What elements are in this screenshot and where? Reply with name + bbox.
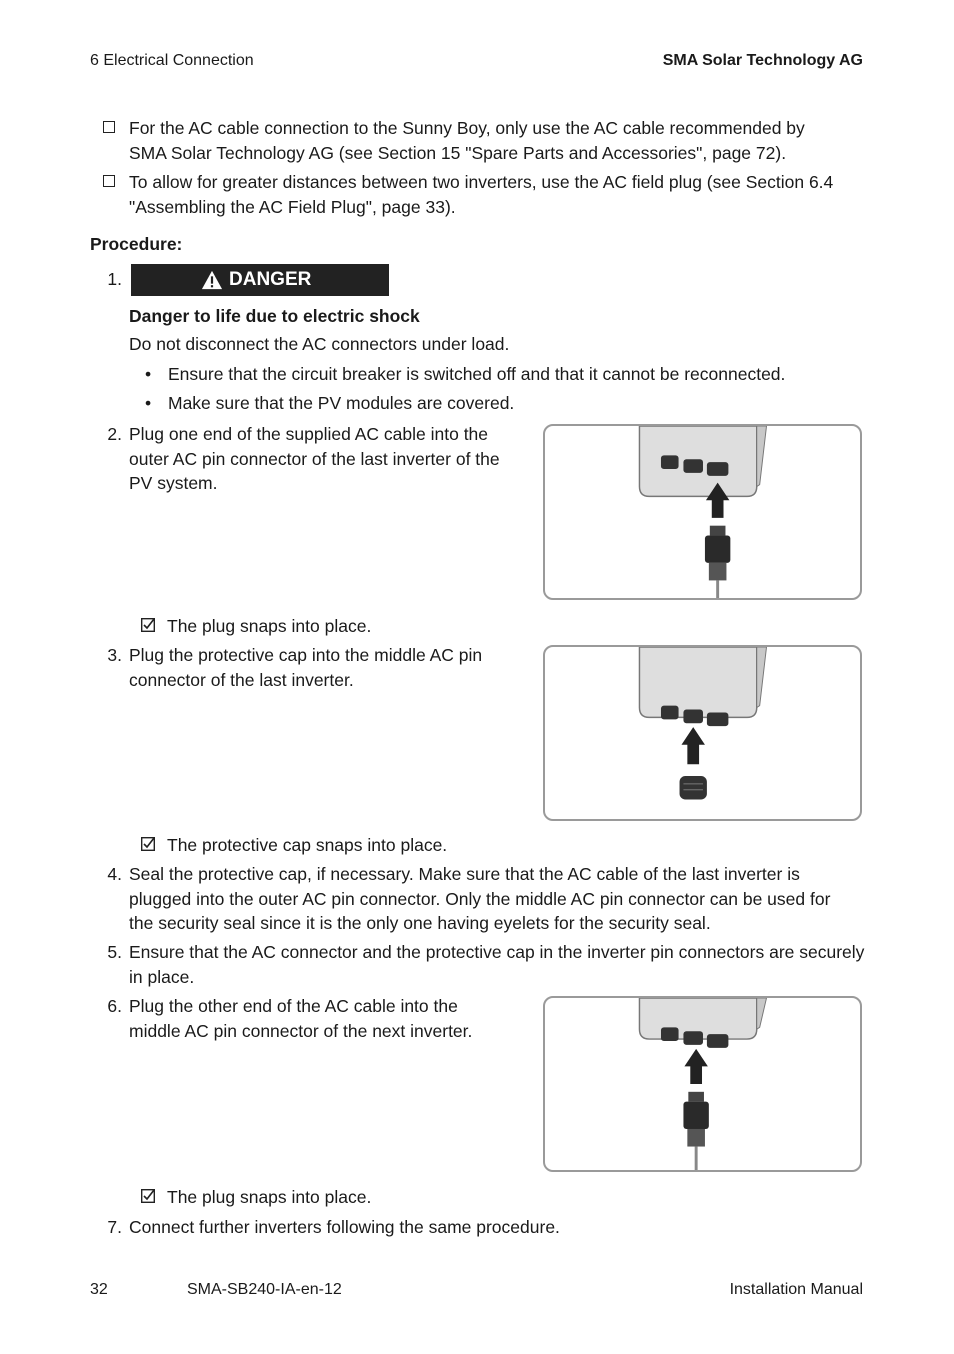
procedure-heading: Procedure: xyxy=(90,234,183,254)
page-number: 32 xyxy=(90,1281,108,1298)
step-text: Plug one end of the supplied AC cable into the outer AC pin connector of the last inverter of the PV system. xyxy=(129,424,500,493)
step-number: 4. xyxy=(107,864,122,884)
step-result: The protective cap snaps into place. xyxy=(167,835,448,855)
step-2-illustration xyxy=(543,424,862,600)
step-6-illustration xyxy=(543,996,862,1172)
step-number: 6. xyxy=(107,996,122,1016)
step-result: The plug snaps into place. xyxy=(167,1187,372,1207)
step-text: Ensure that the AC connector and the protective cap in the inverter pin connectors are securely in place. xyxy=(129,942,865,987)
danger-banner xyxy=(131,264,389,296)
step-result: The plug snaps into place. xyxy=(167,616,372,636)
step-number: 7. xyxy=(107,1217,122,1237)
header-company: SMA Solar Technology AG xyxy=(662,52,863,69)
prereq-1: For the AC cable connection to the Sunny Boy, only use the AC cable recommended by SMA Solar Technology AG (see Section 15 "Spare Parts and Accessories", page 72). xyxy=(129,118,805,163)
danger-bullet: Ensure that the circuit breaker is switched off and that it cannot be reconnected. xyxy=(168,364,786,384)
checked-box-icon xyxy=(141,837,155,851)
step-number: 2. xyxy=(107,424,122,444)
danger-text: Do not disconnect the AC connectors under load. xyxy=(129,334,510,354)
step-number: 3. xyxy=(107,645,122,665)
danger-title: Danger to life due to electric shock xyxy=(129,306,420,326)
doc-type: Installation Manual xyxy=(729,1281,863,1298)
warning-icon xyxy=(201,269,223,291)
danger-bullet: Make sure that the PV modules are covered. xyxy=(168,393,515,413)
step-3-illustration xyxy=(543,645,862,821)
checkbox-icon xyxy=(103,175,115,187)
bullet-icon: • xyxy=(145,364,152,384)
step-text: Plug the protective cap into the middle AC pin connector of the last inverter. xyxy=(129,645,483,690)
checkbox-icon xyxy=(103,121,115,133)
step-number: 1. xyxy=(107,269,122,289)
prereq-2: To allow for greater distances between two inverters, use the AC field plug (see Section 6.4 "Assembling the AC Field Plug", page 33). xyxy=(129,172,834,217)
checked-box-icon xyxy=(141,618,155,632)
step-text: Plug the other end of the AC cable into the middle AC pin connector of the next inverter. xyxy=(129,996,473,1041)
bullet-icon: • xyxy=(145,393,152,413)
doc-id: SMA-SB240-IA-en-12 xyxy=(187,1281,342,1298)
checked-box-icon xyxy=(141,1189,155,1203)
step-text: Seal the protective cap, if necessary. Make sure that the AC cable of the last inverter is plugged into the outer AC pin connector. Only the middle AC pin connector can be used for the security seal since it is the only one having eyelets for the security seal. xyxy=(129,864,831,933)
step-number: 5. xyxy=(107,942,122,962)
step-text: Connect further inverters following the same procedure. xyxy=(129,1217,560,1237)
danger-label: DANGER xyxy=(229,269,312,290)
header-section: 6 Electrical Connection xyxy=(90,52,254,69)
